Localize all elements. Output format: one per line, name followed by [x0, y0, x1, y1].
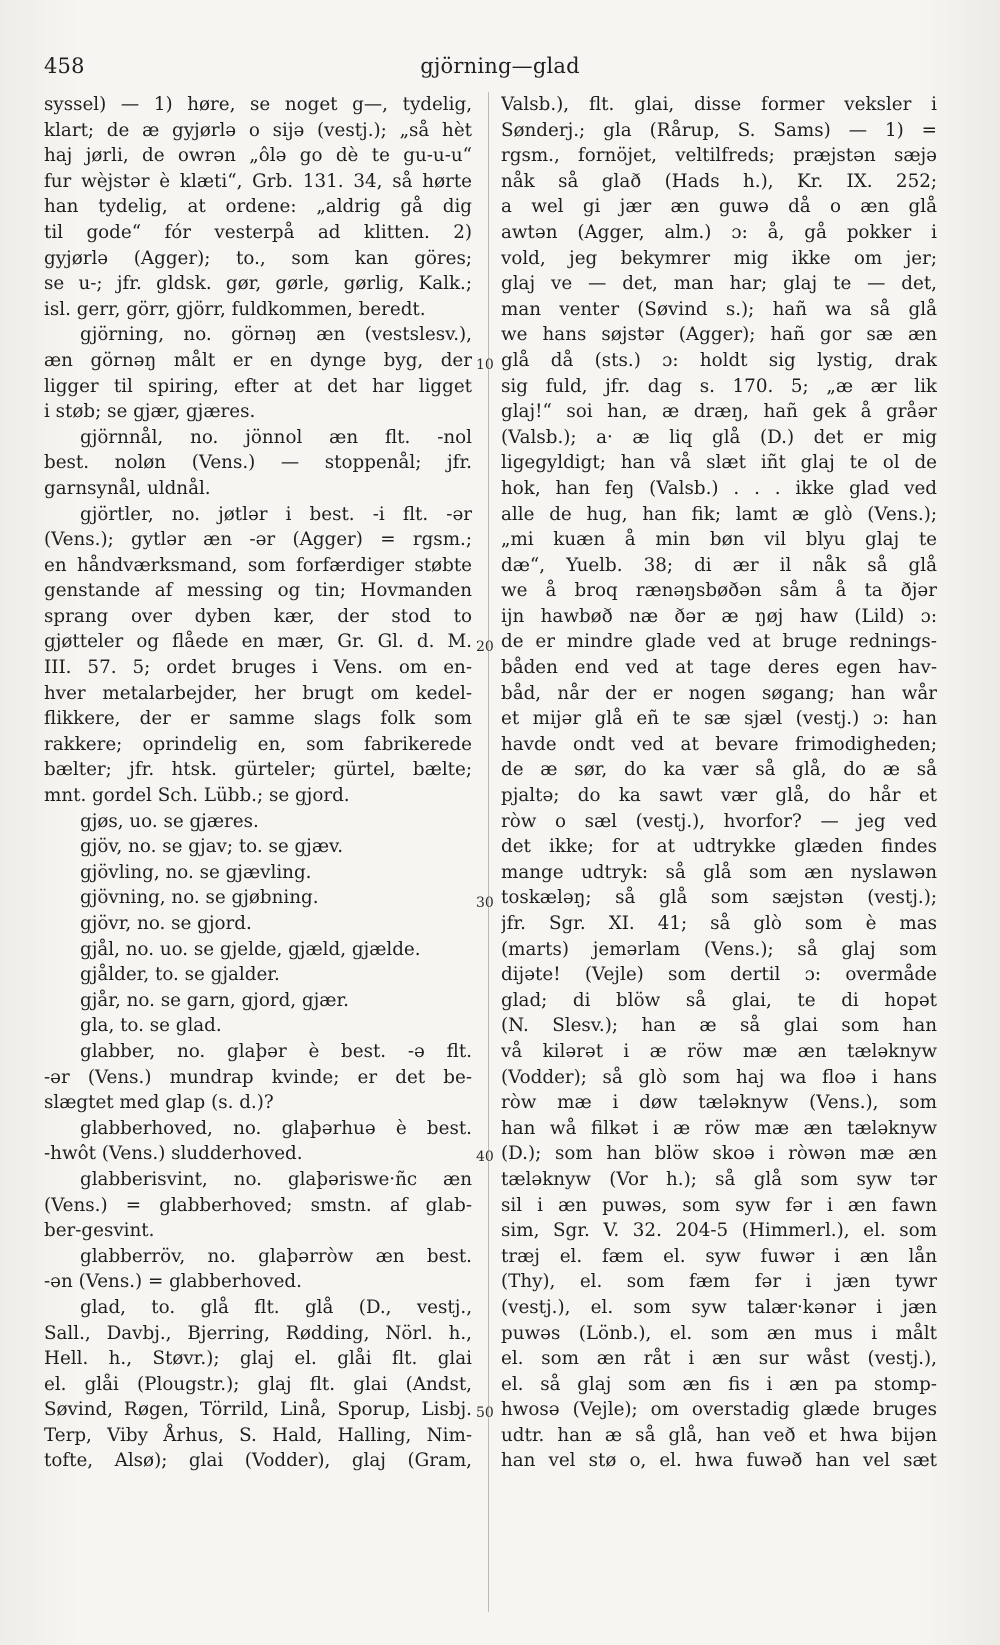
text-line: genstande af messing og tin; Hovmanden — [44, 580, 472, 602]
text-line: (Vens.); gytlər æn -ər (Agger) = rgsm.; — [44, 529, 472, 551]
text-line: we å broq rænəŋsbøðən såm å ta ðjər — [501, 580, 937, 602]
text-line: han tydelig, at ordene: „aldrig gå dig — [44, 196, 472, 218]
entry-headword-line: gjøs, uo. se gjæres. — [80, 810, 259, 832]
text-line: fur wèjstər è klæti“, Grb. 131. 34, så hørte — [44, 170, 472, 192]
text-line: (D.); som han blöw skoə i ròwən mæ æn — [501, 1143, 937, 1165]
text-line: ligegyldigt; han vå slæt iñt glaj te ol de — [501, 452, 937, 474]
text-line: Sønderj.; gla (Rårup, S. Sams) — 1) = — [501, 119, 937, 141]
text-line: awtən (Agger, alm.) ɔ: å, gå pokker i — [501, 221, 937, 243]
text-line: klart; de æ gyjørlə o sijə (vestj.); „så hèt — [44, 119, 472, 141]
text-line: rakkere; oprindelig en, som fabrikerede — [44, 733, 472, 755]
text-line: æn görnəŋ målt er en dynge byg, der — [44, 349, 472, 371]
text-line: el. glåi (Plougstr.); glaj flt. glai (Andst, — [44, 1373, 472, 1395]
right-column — [501, 92, 937, 1474]
text-line: et mijər glå eñ te sæ sjæl (vestj.) ɔ: han — [501, 708, 937, 730]
text-line: vå kilərət i æ röw mæ æn tæləknyw — [501, 1040, 937, 1062]
text-line: tofte, Alsø); glai (Vodder), glaj (Gram, — [44, 1450, 472, 1472]
text-line: det ikke; for at udtrykke glæden findes — [501, 836, 937, 858]
text-line: ròw mæ i døw tæləknyw (Vens.), som — [501, 1092, 937, 1114]
text-line: (vestj.), el. som syw talær·kənər i jæn — [501, 1296, 937, 1318]
entry-headword-line: gjörnnål, no. jönnol æn flt. -nol — [80, 426, 472, 448]
entry-headword-line: gjörning, no. görnəŋ æn (vestslesv.), — [80, 324, 472, 346]
text-line: haj jørli, de owrən „ôlə go dè te gu-u-u“ — [44, 145, 472, 167]
text-line: (N. Slesv.); han æ så glai som han — [501, 1015, 937, 1037]
text-line: sig fuld, jfr. dag s. 170. 5; „æ ær lik — [501, 375, 937, 397]
left-column — [44, 92, 472, 1474]
text-line: vold, jeg bekymrer mig ikke om jer; — [501, 247, 937, 269]
entry-headword-line: gjålder, to. se gjalder. — [80, 964, 280, 986]
entry-headword-line: glabberisvint, no. glaþəriswe·ñc æn — [80, 1168, 472, 1190]
text-line: dæ“, Yuelb. 38; di ær il nåk så glå — [501, 554, 937, 576]
text-line: puwəs (Lönb.), el. som æn mus i målt — [501, 1322, 937, 1344]
text-line: gyjørlə (Agger); to., som kan göres; — [44, 247, 472, 269]
text-line: træj el. fæm el. syw fuwər i æn lån — [501, 1245, 937, 1267]
text-line: bælter; jfr. htsk. gürteler; gürtel, bælte; — [44, 759, 472, 781]
text-line: -hwôt (Vens.) sludderhoved. — [44, 1143, 303, 1165]
running-head: gjörning—glad — [420, 54, 580, 78]
text-line: -ər (Vens.) mundrap kvinde; er det be- — [44, 1066, 472, 1088]
text-line: ligger til spiring, efter at det har ligget — [44, 375, 472, 397]
text-line: el. som æn råt i æn sur wåst (vestj.), — [501, 1348, 937, 1370]
entry-headword-line: glabberröv, no. glaþərròw æn best. — [80, 1245, 472, 1267]
text-line: „mi kuæn å min bøn vil blyu glaj te — [501, 529, 937, 551]
text-line: mange udtryk: så glå som æn nyslawən — [501, 861, 937, 883]
text-line: (Thy), el. som fæm fər i jæn tywr — [501, 1271, 937, 1293]
text-line: flikkere, der er samme slags folk som — [44, 708, 472, 730]
text-line: isl. gerr, görr, gjörr, fuldkommen, beredt. — [44, 298, 426, 320]
text-line: i støb; se gjær, gjæres. — [44, 401, 256, 423]
text-line: Valsb.), flt. glai, disse former veksler i — [501, 94, 937, 115]
line-number: 10 — [476, 357, 494, 373]
entry-headword-line: gjövling, no. se gjævling. — [80, 861, 312, 883]
text-line: pjaltə; do ka sawt vær glå, do hår et — [501, 785, 937, 807]
text-line: havde ondt ved at bevare frimodigheden; — [501, 733, 937, 755]
text-line: de æ sør, do ka vær så glå, do æ så — [501, 759, 937, 781]
entry-headword-line: glad, to. glå flt. glå (D., vestj., — [80, 1296, 472, 1318]
text-line: nåk så glað (Hads h.), Kr. IX. 252; — [501, 170, 937, 192]
text-line: en håndværksmand, som forfærdiger støbte — [44, 554, 472, 576]
text-line: garnsynål, uldnål. — [44, 477, 211, 499]
text-line: han wå filkət i æ röw mæ æn tæləknyw — [501, 1117, 937, 1139]
entry-headword-line: gjöv, no. se gjav; to. se gjæv. — [80, 836, 344, 858]
text-line: syssel) — 1) høre, se noget g—, tydelig, — [44, 94, 472, 115]
entry-headword-line: gjövr, no. se gjord. — [80, 913, 252, 934]
text-line: sprang over dyben kær, der stod to — [44, 605, 472, 627]
text-line: glad; di blöw så glai, te di hopət — [501, 989, 937, 1011]
text-line: man venter (Søvind s.); hañ wa så glå — [501, 298, 937, 320]
line-number: 40 — [476, 1149, 494, 1165]
text-line: III. 57. 5; ordet bruges i Vens. om en- — [44, 657, 472, 679]
text-line: glaj ve — det, man har; glaj te — det, — [501, 273, 937, 295]
entry-headword-line: glabberhoved, no. glaþərhuə è best. — [80, 1117, 472, 1139]
text-line: mnt. gordel Sch. Lübb.; se gjord. — [44, 785, 350, 807]
line-number: 20 — [476, 639, 494, 655]
text-line: sil i æn puwəs, som syw fər i æn fawn — [501, 1194, 937, 1216]
text-line: de er mindre glade ved at bruge rednings- — [501, 631, 937, 653]
text-line: best. noløn (Vens.) — stoppenål; jfr. — [44, 452, 472, 474]
text-line: slægtet med glap (s. d.)? — [44, 1092, 274, 1114]
text-line: hwosə (Vejle); om overstadig glæde bruges — [501, 1399, 937, 1421]
entry-headword-line: glabber, no. glaþər è best. -ə flt. — [80, 1040, 472, 1062]
text-line: han vel stø o, el. hwa fuwəð han vel sæt — [501, 1450, 937, 1472]
text-line: hver metalarbejder, her brugt om kedel- — [44, 682, 472, 704]
text-line: udtr. han æ så glå, han veð et hwa bijən — [501, 1424, 937, 1446]
text-line: sim, Sgr. V. 32. 204-5 (Himmerl.), el. som — [501, 1220, 937, 1242]
text-line: tæləknyw (Vor h.); så glå som syw tər — [501, 1168, 937, 1190]
text-line: båden end ved at tage deres egen hav- — [501, 657, 937, 679]
text-line: båd, når der er nogen søgang; han wår — [501, 682, 937, 704]
entry-headword-line: gla, to. se glad. — [80, 1015, 222, 1037]
text-line: el. så glaj som æn fis i æn pa stomp- — [501, 1373, 937, 1395]
text-line: jfr. Sgr. XI. 41; så glò som è mas — [501, 913, 937, 934]
entry-headword-line: gjövning, no. se gjøbning. — [80, 887, 319, 909]
page-number: 458 — [44, 54, 85, 78]
text-line: Hell. h., Støvr.); glaj el. glåi flt. glai — [44, 1348, 472, 1370]
text-line: (Vodder); så glò som haj wa floə i hans — [501, 1066, 937, 1088]
line-number: 50 — [476, 1405, 494, 1421]
page-header — [40, 50, 960, 86]
text-line: toskæləŋ; så glå som sæjstən (vestj.); — [501, 887, 937, 909]
text-line: Søvind, Røgen, Törrild, Linå, Sporup, Lisbj. — [44, 1399, 472, 1421]
text-line: glå då (sts.) ɔ: holdt sig lystig, drak — [501, 349, 937, 371]
text-line: we hans søjstər (Agger); hañ gor sæ æn — [501, 324, 937, 346]
text-line: (Valsb.); a· æ liq glå (D.) det er mig — [501, 426, 937, 448]
line-number: 30 — [476, 895, 494, 911]
text-line: gjøtteler og flåede en mær, Gr. Gl. d. M. — [44, 631, 472, 653]
text-line: ber-gesvint. — [44, 1220, 155, 1242]
entry-headword-line: gjål, no. uo. se gjelde, gjæld, gjælde. — [80, 938, 421, 960]
text-line: (Vens.) = glabberhoved; smstn. af glab- — [44, 1194, 472, 1216]
text-line: ijn hawbøð næ ðər æ ŋøj haw (Lild) ɔ: — [501, 605, 937, 627]
entry-headword-line: gjår, no. se garn, gjord, gjær. — [80, 989, 349, 1011]
text-line: hok, han feŋ (Valsb.) . . . ikke glad ved — [501, 477, 937, 499]
text-line: -ən (Vens.) = glabberhoved. — [44, 1271, 302, 1293]
text-line: alle de hug, han fik; lamt æ glò (Vens.); — [501, 503, 937, 525]
text-line: a wel gi jær æn guwə då o æn glå — [501, 196, 937, 218]
text-line: ròw o sæl (vestj.), hvorfor? — jeg ved — [501, 810, 937, 832]
entry-headword-line: gjörtler, no. jøtlər i best. -i flt. -ər — [80, 503, 472, 525]
text-line: se u-; jfr. gldsk. gør, gørle, gørlig, Kalk.; — [44, 273, 472, 295]
text-line: Sall., Davbj., Bjerring, Rødding, Nörl. h., — [44, 1322, 472, 1344]
text-line: rgsm., fornöjet, veltilfreds; præjstən sæjə — [501, 145, 937, 167]
text-line: glaj!“ soi han, æ dræŋ, hañ gek å gråər — [501, 401, 937, 423]
text-line: til gode“ fór vesterpå ad klitten. 2) — [44, 221, 472, 243]
text-line: dijəte! (Vejle) som dertil ɔ: overmåde — [501, 964, 937, 986]
text-line: Terp, Viby Århus, S. Hald, Halling, Nim- — [44, 1424, 472, 1446]
column-divider — [488, 92, 489, 1612]
text-line: (marts) jemərlam (Vens.); så glaj som — [501, 938, 937, 960]
